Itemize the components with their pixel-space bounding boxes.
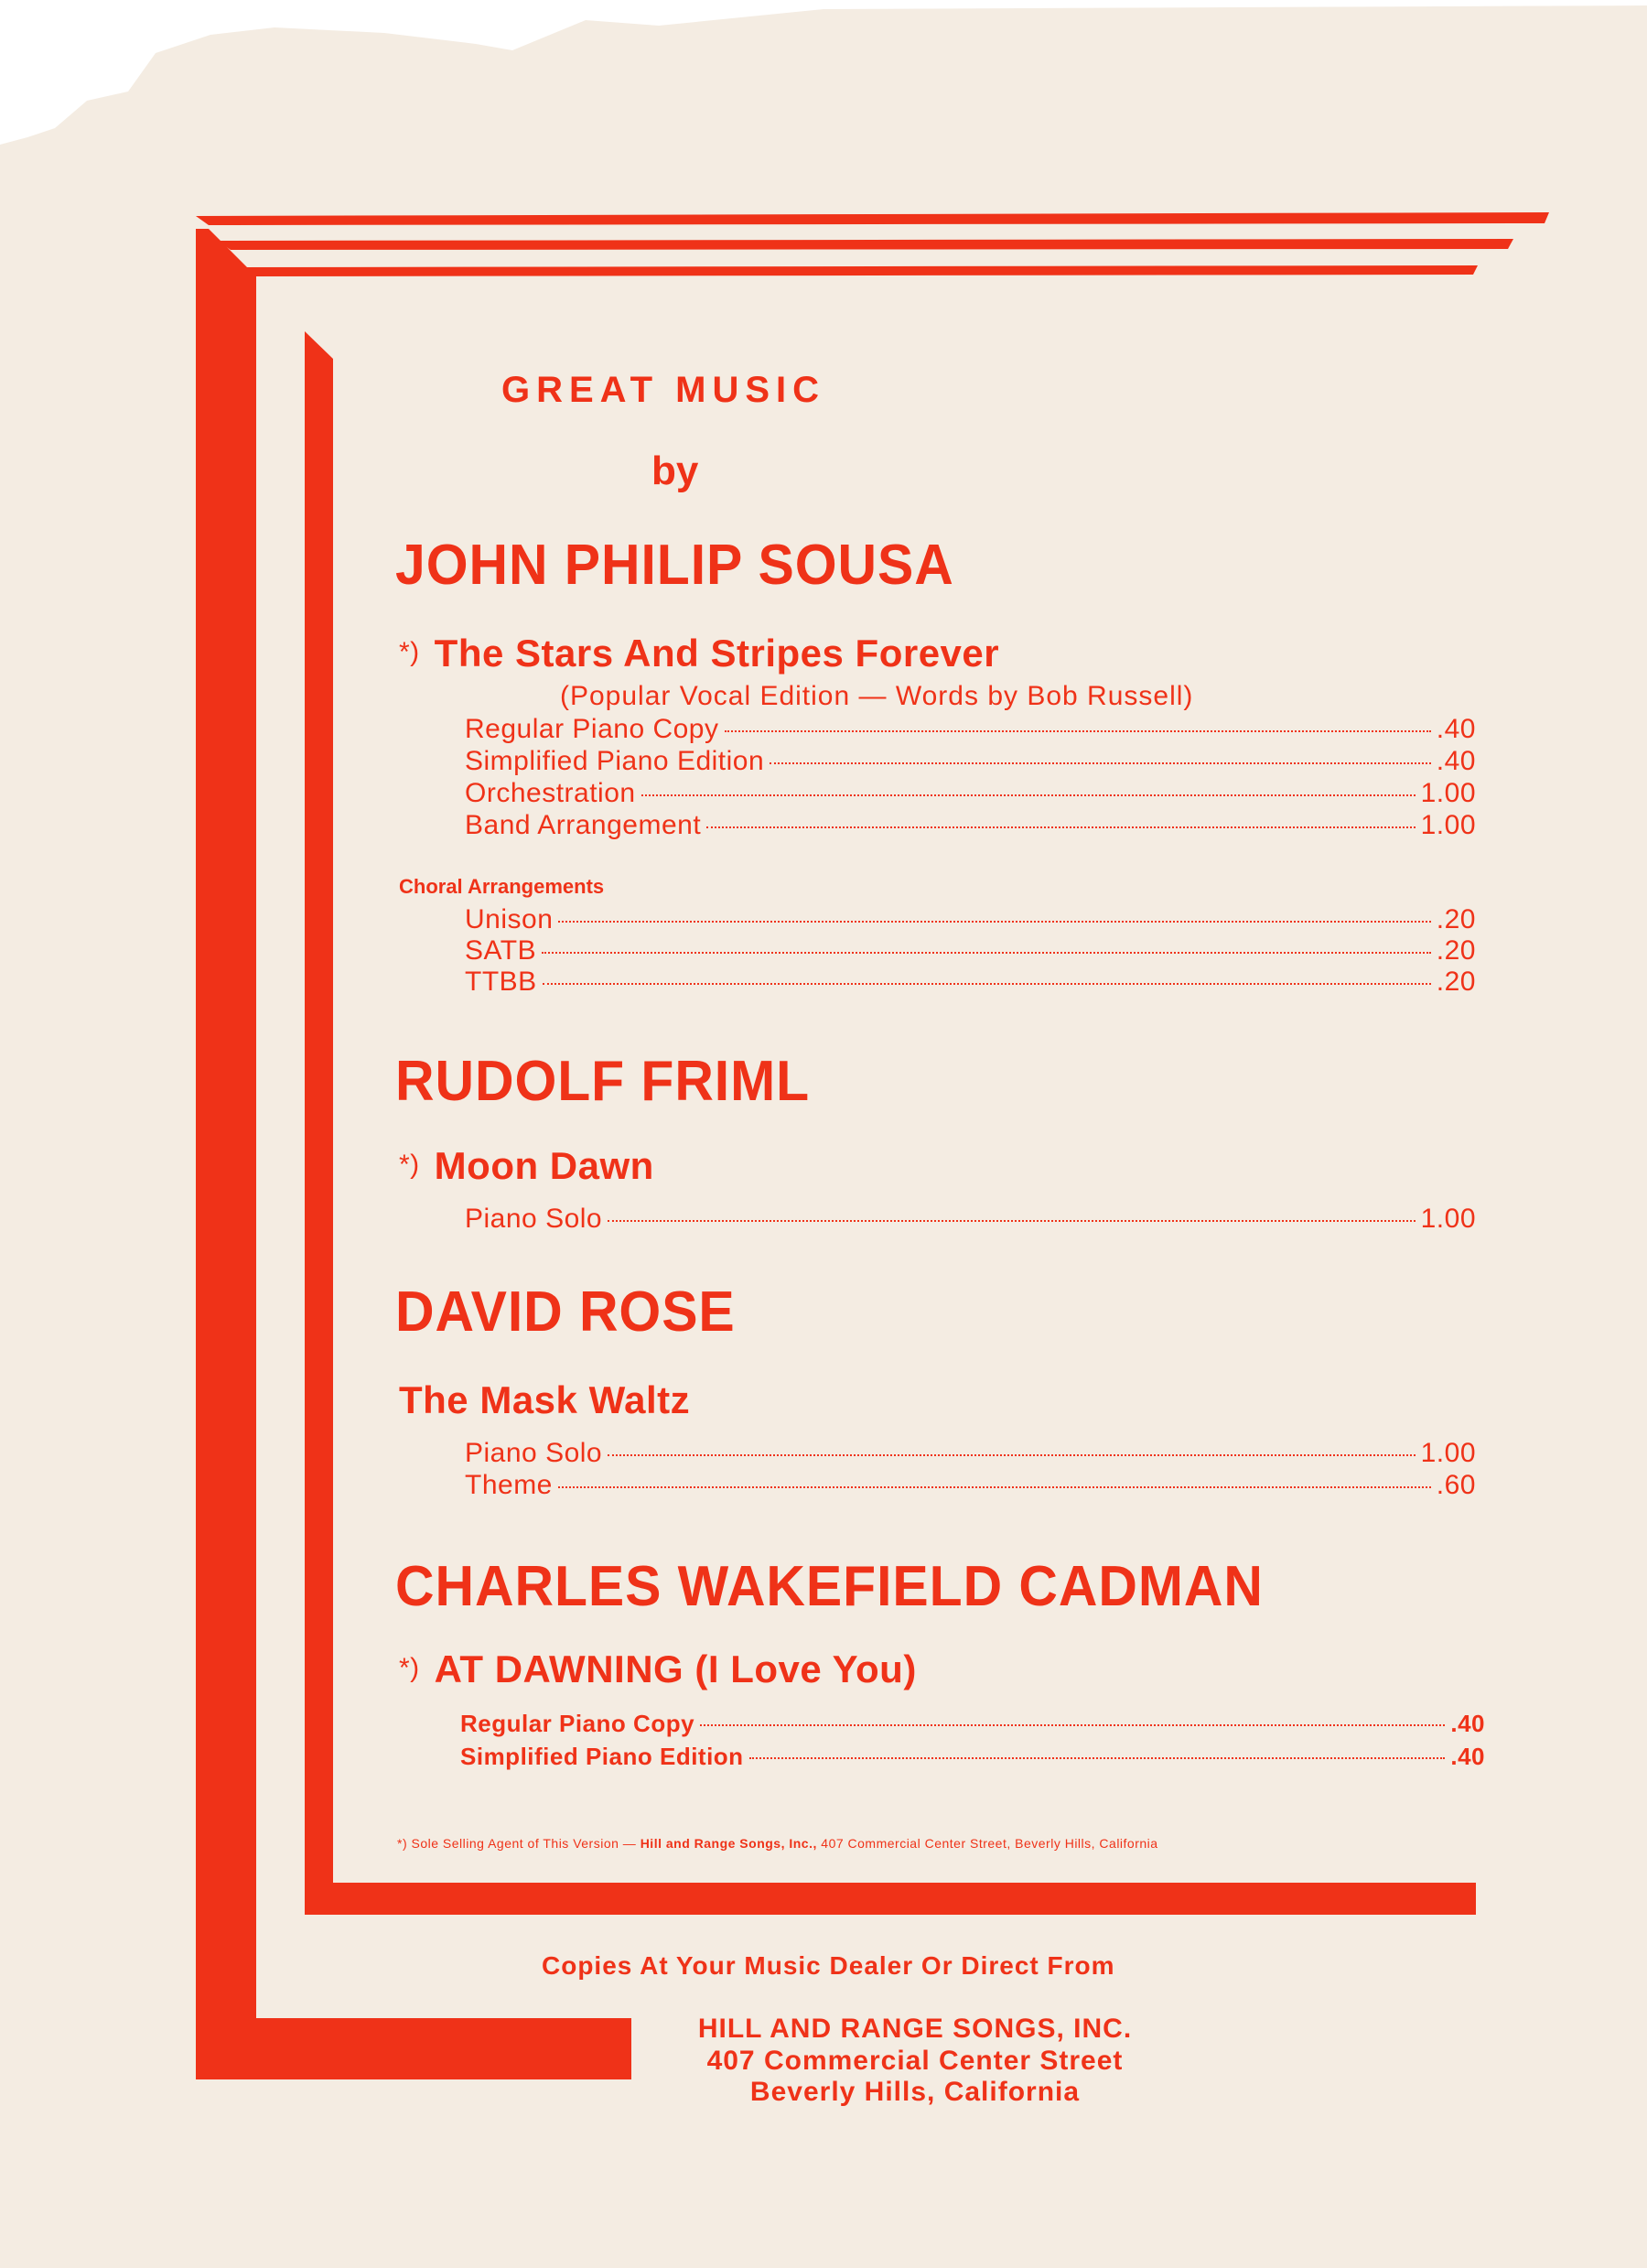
- price-row: Unison .20: [465, 904, 1476, 934]
- publisher-city: Beverly Hills, California: [749, 2077, 1081, 2107]
- footnote-publisher: Hill and Range Songs, Inc.,: [640, 1836, 817, 1851]
- price: 1.00: [1420, 1204, 1476, 1234]
- price: .40: [1436, 714, 1476, 744]
- price-row: Simplified Piano Edition .40: [465, 746, 1476, 776]
- header-by: by: [651, 448, 699, 493]
- leader-dots: [558, 921, 1430, 923]
- footnote-marker: *): [397, 1836, 408, 1851]
- price-row: Simplified Piano Edition .40: [460, 1743, 1485, 1770]
- price-row: Piano Solo 1.00: [465, 1204, 1476, 1234]
- composer-name: JOHN PHILIP SOUSA: [395, 534, 954, 597]
- work-subtitle: (Popular Vocal Edition — Words by Bob Russell): [560, 681, 1194, 711]
- choral-header: Choral Arrangements: [399, 875, 605, 898]
- price-row: Regular Piano Copy .40: [465, 714, 1476, 744]
- leader-dots: [543, 983, 1431, 985]
- leader-dots: [770, 762, 1431, 764]
- price-row: Regular Piano Copy .40: [460, 1710, 1485, 1737]
- publisher-name: HILL AND RANGE SONGS, INC.: [697, 2014, 1133, 2044]
- leader-dots: [608, 1454, 1416, 1456]
- leader-dots: [641, 794, 1416, 796]
- footnote-marker: *): [399, 1653, 420, 1683]
- footnote: [397, 1836, 1158, 1851]
- composer-name: CHARLES WAKEFIELD CADMAN: [395, 1555, 1264, 1618]
- price: 1.00: [1420, 810, 1476, 840]
- price-row: Band Arrangement 1.00: [465, 810, 1476, 840]
- leader-dots: [608, 1220, 1416, 1222]
- price-row: TTBB .20: [465, 967, 1476, 997]
- price: .20: [1436, 904, 1476, 934]
- work-title-text: Moon Dawn: [434, 1144, 654, 1187]
- work-title-text: The Stars And Stripes Forever: [434, 632, 1000, 675]
- work-title: The Mask Waltz: [399, 1378, 691, 1421]
- price: 1.00: [1420, 778, 1476, 808]
- composer-name: RUDOLF FRIML: [395, 1050, 811, 1113]
- leader-dots: [725, 730, 1431, 732]
- footnote-text: Sole Selling Agent of This Version —: [411, 1836, 637, 1851]
- leader-dots: [542, 952, 1431, 954]
- composer-name: DAVID ROSE: [395, 1280, 736, 1344]
- publisher-street: 407 Commercial Center Street: [706, 2046, 1124, 2076]
- price: .20: [1436, 935, 1476, 966]
- header-great-music: GREAT MUSIC: [501, 370, 826, 410]
- price: .20: [1436, 967, 1476, 997]
- leader-dots: [558, 1486, 1431, 1488]
- price: .40: [1436, 746, 1476, 776]
- work-title: [399, 1144, 654, 1188]
- price: 1.00: [1420, 1438, 1476, 1468]
- work-title: [399, 632, 999, 675]
- price-row: Orchestration 1.00: [465, 778, 1476, 808]
- price-row: Piano Solo 1.00: [465, 1438, 1476, 1468]
- leader-dots: [700, 1724, 1445, 1726]
- footnote-address: 407 Commercial Center Street, Beverly Hills, California: [821, 1836, 1158, 1851]
- price: .40: [1450, 1710, 1485, 1737]
- price: .60: [1436, 1470, 1476, 1500]
- copies-line: Copies At Your Music Dealer Or Direct From: [542, 1951, 1115, 1980]
- footnote-marker: *): [399, 637, 420, 667]
- price-row: Theme .60: [465, 1470, 1476, 1500]
- price-row: SATB .20: [465, 935, 1476, 966]
- work-title: [399, 1647, 917, 1691]
- leader-dots: [749, 1757, 1446, 1759]
- leader-dots: [706, 826, 1415, 828]
- price: .40: [1450, 1743, 1485, 1770]
- work-title-text: AT DAWNING (I Love You): [434, 1647, 917, 1690]
- footnote-marker: *): [399, 1150, 420, 1180]
